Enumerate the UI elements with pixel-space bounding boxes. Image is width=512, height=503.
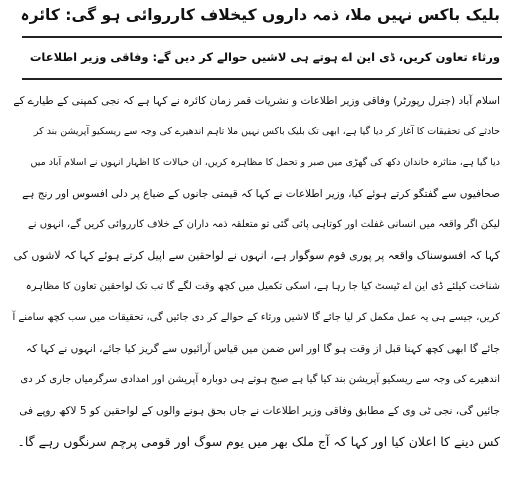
body-line: اندھیرے کی وجہ سے ریسکیو آپریشن بند کیا گیا ہے صبح ہوتے ہی دوبارہ آپریشن اور امدادی سرگرمیاں جاری کر دی	[20, 374, 500, 385]
body-line: اسلام آباد (جنرل رپورٹر) وفاقی وزیر اطلاعات و نشریات قمر زمان کائرہ نے کہا ہے کہ نجی کمپنی کے طیارے کے	[13, 95, 500, 107]
body-line: کہا کہ افسوسناک واقعہ پر پوری قوم سوگوار ہے، انہوں نے لواحقین سے اپیل کرتے ہوئے کہا کہ لاشوں کی	[13, 249, 500, 262]
body-line: جائے گا ابھی کچھ کہنا قبل از وقت ہو گا اور اس ضمن میں قیاس آرائیوں سے گریز کیا جائے، انہوں نے کہا کہ	[26, 343, 500, 355]
subheadline: ورثاء تعاون کریں، ڈی این اے ہوتے ہی لاشیں حوالے کر دیں گے: وفاقی وزیر اطلاعات	[29, 50, 500, 64]
body-line: جائیں گی، نجی ٹی وی کے مطابق وفاقی وزیر اطلاعات نے جاں بحق ہونے والوں کے لواحقین کو 5 لاکھ روپے فی	[19, 405, 500, 417]
subheadline-divider	[22, 78, 502, 80]
headline-divider	[22, 36, 502, 38]
body-line: حادثے کی تحقیقات کا آغاز کر دیا گیا ہے، ابھی تک بلیک باکس نہیں ملا تاہم اندھیرے کی وجہ سے ریسکیو آپریشن بند کر	[33, 126, 500, 137]
body-line: کریں، جیسے ہی یہ عمل مکمل کر لیا جائے گا لاشیں ورثاء کے حوالے کر دی جائیں گی، تحقیقات میں سب کچھ سامنے آ	[12, 312, 500, 323]
body-line: لیکن اگر واقعہ میں انسانی غفلت اور کوتاہی پائی گئی تو متعلقہ ذمہ داران کے خلاف کارروائی کریں گے، انہوں نے	[27, 219, 500, 230]
body-line: کس دینے کا اعلان کیا اور کہا کہ آج ملک بھر میں یوم سوگ اور قومی پرچم سرنگوں رہے گا۔	[17, 434, 500, 449]
headline: بلیک باکس نہیں ملا، ذمہ داروں کیخلاف کارروائی ہو گی: کائرہ	[20, 6, 500, 24]
body-line: دیا گیا ہے، متاثرہ خاندان دکھ کی گھڑی میں صبر و تحمل کا مظاہرہ کریں، ان خیالات کا اظہار انہوں نے اسلام آباد میں	[30, 157, 500, 168]
body-line: صحافیوں سے گفتگو کرتے ہوئے کیا، وزیر اطلاعات نے کہا کہ قیمتی جانوں کے ضیاع پر دلی افسوس اور رنج ہے	[22, 188, 500, 200]
body-line: شناخت کیلئے ڈی این اے ٹیسٹ کیا جا رہا ہے، اسکی تکمیل میں کچھ وقت لگے گا تب تک لواحقین تعاون کا مظاہرہ	[25, 281, 500, 292]
